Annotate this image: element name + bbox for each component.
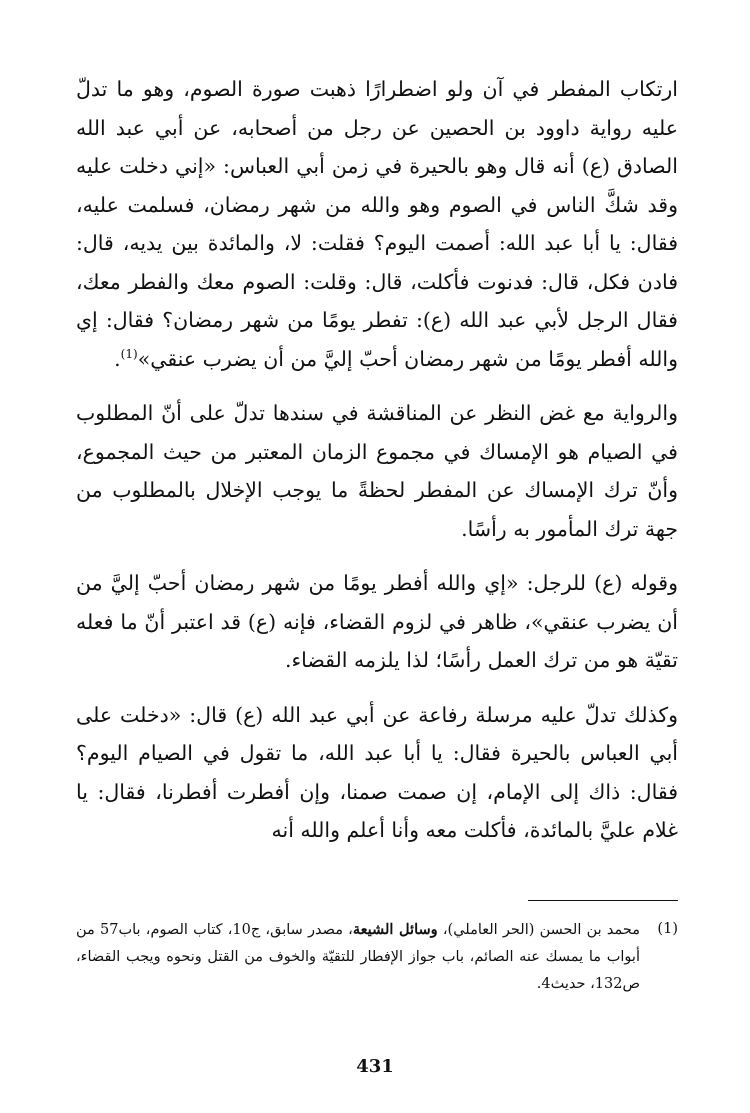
footnote (76, 916, 678, 998)
page-body (76, 70, 678, 850)
paragraph-1-end: . (114, 346, 121, 371)
paragraph-1-text: ارتكاب المفطر في آن ولو اضطرارًا ذهبت صورة الصوم، وهو ما تدلّ عليه رواية داوود بن الحصين عن رجل من أصحابه، عن أبي عبد الله الصادق (ع) أنه قال وهو بالحيرة في زمن أبي العباس: «إني دخلت عليه وقد شكَّ الناس في الصوم وهو والله من شهر رمضان، فسلمت عليه، فقال: يا أبا عبد الله: أصمت اليوم؟ فقلت: لا، والمائدة بين يديه، قال: فادن فكل، قال: فدنوت فأكلت، قال: وقلت: الصوم معك والفطر معك، فقال الرجل لأبي عبد الله (ع): تفطر يومًا من شهر رمضان؟ فقال: إي والله أفطر يومًا من شهر رمضان أحبّ إليَّ من أن يضرب عنقي» (76, 77, 678, 371)
footnote-number: (1) (657, 921, 678, 937)
paragraph-3: وقوله (ع) للرجل: «إي والله أفطر يومًا من شهر رمضان أحبّ إليَّ من أن يضرب عنقي»، ظاهر في لزوم القضاء، فإنه (ع) قد اعتبر أنّ ما فعله تقيّة هو من ترك العمل رأسًا؛ لذا يلزمه القضاء. (76, 571, 678, 672)
footnote-text-before: محمد بن الحسن (الحر العاملي)، (437, 922, 640, 938)
footnote-text-after: ، مصدر سابق، ج10، كتاب الصوم، باب57 من أبواب ما يمسك عنه الصائم، باب جواز الإفطار للتقيّة والخوف من القتل ونحوه ويجب القضاء، ص132، حديث4. (76, 922, 640, 992)
paragraph-2: والرواية مع غض النظر عن المناقشة في سندها تدلّ على أنّ المطلوب في الصيام هو الإمساك في مجموع الزمان المعتبر من حيث المجموع، وأنّ ترك الإمساك عن المفطر لحظةً ما يوجب الإخلال بالمطلوب من جهة ترك المأمور به رأسًا. (76, 401, 678, 541)
paragraph-4: وكذلك تدلّ عليه مرسلة رفاعة عن أبي عبد الله (ع) قال: «دخلت على أبي العباس بالحيرة فقال: يا أبا عبد الله، ما تقول في الصيام اليوم؟ فقال: ذاك إلى الإمام، إن صمت صمنا، وإن أفطرت أفطرنا، فقال: يا غلام عليَّ بالمائدة، فأكلت معه وأنا أعلم والله أنه (76, 702, 678, 842)
page-number: 431 (356, 1056, 394, 1077)
footnote-text (76, 916, 640, 998)
footnote-book-title: وسائل الشيعة (352, 921, 438, 938)
footnote-reference: (1) (120, 346, 138, 361)
paragraph-1 (76, 70, 678, 378)
footnote-separator (528, 900, 678, 901)
